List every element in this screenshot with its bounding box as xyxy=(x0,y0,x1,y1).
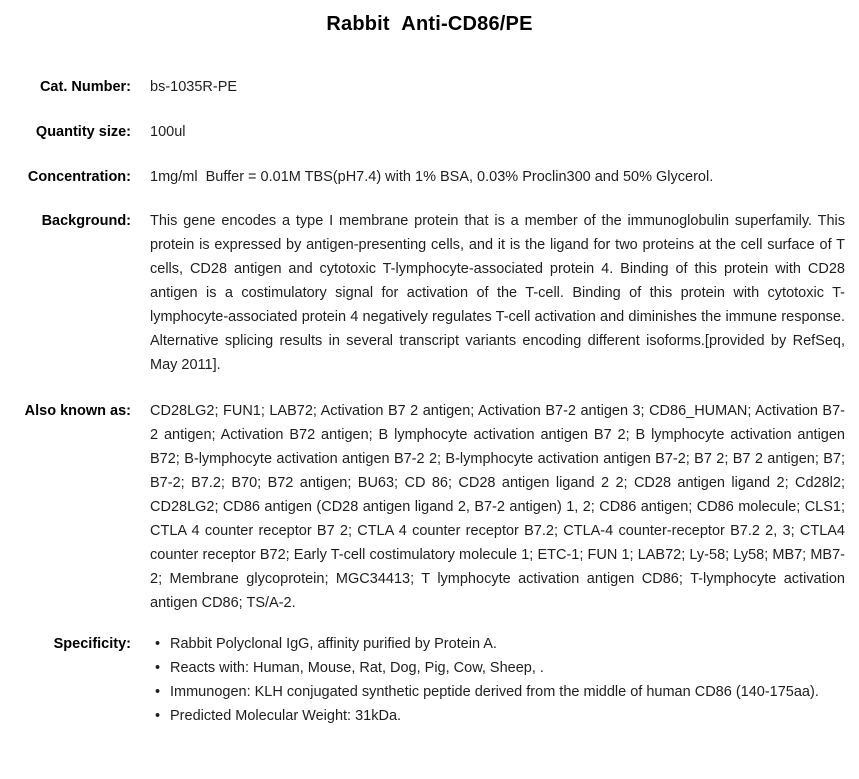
concentration-label: Concentration: xyxy=(27,169,131,185)
concentration-value: 1mg/ml Buffer = 0.01M TBS(pH7.4) with 1% BSA, 0.03% Proclin300 and 50% Glycerol. xyxy=(150,169,714,185)
background-label: Background: xyxy=(41,213,131,229)
field-row-background xyxy=(0,209,859,377)
specificity-bullet-reacts-with: • Reacts with: Human, Mouse, Rat, Dog, Pig, Cow, Sheep, . xyxy=(150,656,845,680)
quantity-size-value: 100ul xyxy=(150,124,186,140)
specificity-bullet-list xyxy=(150,632,845,728)
field-row-concentration xyxy=(0,165,859,189)
background-value: This gene encodes a type I membrane protein that is a member of the immunoglobulin superfamily. This protein is expressed by antigen-presenting cells, and it is the ligand for two proteins at the cell surface of T cells, CD28 antigen and cytotoxic T-lymphocyte-associated protein 4. Binding of this protein with CD28 antigen is a costimulatory signal for activation of the T-cell. Binding of this protein with cytotoxic T-lymphocyte-associated protein 4 negatively regulates T-cell activation and diminishes the immune response. Alternative splicing results in several transcript variants encoding different isoforms.[provided by RefSeq, May 2011]. xyxy=(150,213,845,373)
cat-number-value: bs-1035R-PE xyxy=(150,79,238,95)
also-known-as-value: CD28LG2; FUN1; LAB72; Activation B7 2 antigen; Activation B7-2 antigen 3; CD86_HUMAN; Activation B7-2 antigen; Activation B72 antigen; B lymphocyte activation antigen B7 2; B lymphocyte activation antigen B72; B-lymphocyte activation antigen B7-2 2; B-lymphocyte activation antigen B7-2; B7 2; B7 2 antigen; B7; B7-2; B7.2; B70; B72 antigen; BU63; CD 86; CD28 antigen ligand 2 2; CD28 antigen ligand 2; Cd28l2; CD28LG2; CD86 antigen (CD28 antigen ligand 2, B7-2 antigen) 1, 2; CD86 antigen; CD86 molecule; CLS1; CTLA 4 counter receptor B7 2; CTLA 4 counter receptor B7.2; CTLA-4 counter-receptor B7.2 2, 3; CTLA4 counter receptor B72; Early T-cell costimulatory molecule 1; ETC-1; FUN 1; LAB72; Ly-58; Ly58; MB7; MB7-2; Membrane glycoprotein; MGC34413; T lymphocyte activation antigen CD86; T-lymphocyte activation antigen CD86; TS/A-2. xyxy=(150,403,845,611)
page-title: Rabbit Anti-CD86/PE xyxy=(326,13,533,35)
specificity-label: Specificity: xyxy=(53,636,131,652)
specificity-bullet-immunogen: • Immunogen: KLH conjugated synthetic peptide derived from the middle of human CD86 (140-175aa). xyxy=(150,680,845,704)
specificity-value xyxy=(150,632,845,728)
quantity-size-label: Quantity size: xyxy=(35,124,131,140)
field-row-specificity xyxy=(0,632,859,728)
specificity-bullet-molecular-weight: • Predicted Molecular Weight: 31kDa. xyxy=(150,704,845,728)
field-row-also-known-as xyxy=(0,399,859,615)
field-row-quantity-size xyxy=(0,120,859,144)
field-row-cat-number xyxy=(0,75,859,99)
also-known-as-label: Also known as: xyxy=(24,403,131,419)
specificity-bullet-polyclonal: • Rabbit Polyclonal IgG, affinity purified by Protein A. xyxy=(150,632,845,656)
cat-number-label: Cat. Number: xyxy=(39,79,131,95)
